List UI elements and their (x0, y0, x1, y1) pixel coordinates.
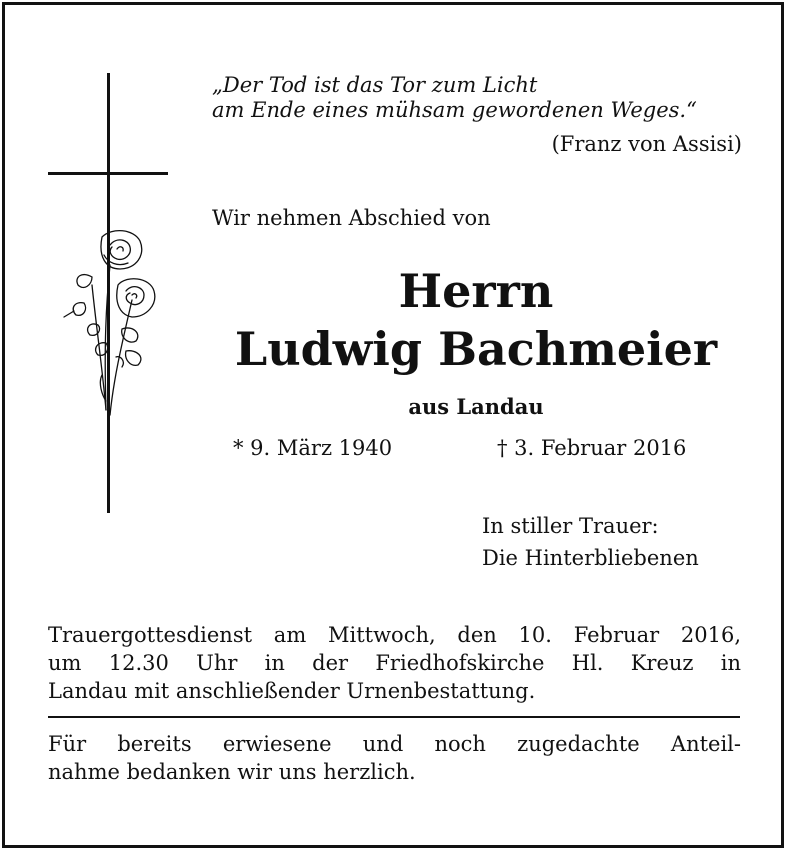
quote-line-2: am Ende eines mühsam gewordenen Weges.“ (212, 98, 697, 122)
service-line-1: Trauergottesdienst am Mittwoch, den 10. Februar 2016, (48, 623, 741, 647)
mourners-line-1: In stiller Trauer: (482, 514, 659, 538)
thanks-paragraph (48, 730, 741, 786)
thanks-line-1: Für bereits erwiesene und noch zugedachte Anteil- (48, 732, 741, 756)
service-paragraph (48, 621, 741, 705)
deceased-name: Ludwig Bachmeier (234, 322, 718, 376)
service-line-3: Landau mit anschließender Urnenbestattung. (48, 679, 536, 703)
quote-author: (Franz von Assisi) (551, 132, 742, 156)
thanks-line-2: nahme bedanken wir uns herzlich. (48, 760, 416, 784)
deceased-origin: aus Landau (408, 394, 544, 419)
notice-frame (2, 2, 784, 848)
intro-text: Wir nehmen Abschied von (212, 206, 491, 230)
quote-line-1: „Der Tod ist das Tor zum Licht (212, 73, 538, 97)
roses-icon (62, 225, 172, 425)
death-date: † 3. Februar 2016 (497, 436, 687, 460)
service-line-2: um 12.30 Uhr in der Friedhofskirche Hl. Kreuz in (48, 651, 741, 675)
birth-date: * 9. März 1940 (233, 436, 393, 460)
mourners-line-2: Die Hinterbliebenen (482, 546, 699, 570)
deceased-salutation: Herrn (398, 264, 554, 318)
divider (48, 716, 740, 718)
